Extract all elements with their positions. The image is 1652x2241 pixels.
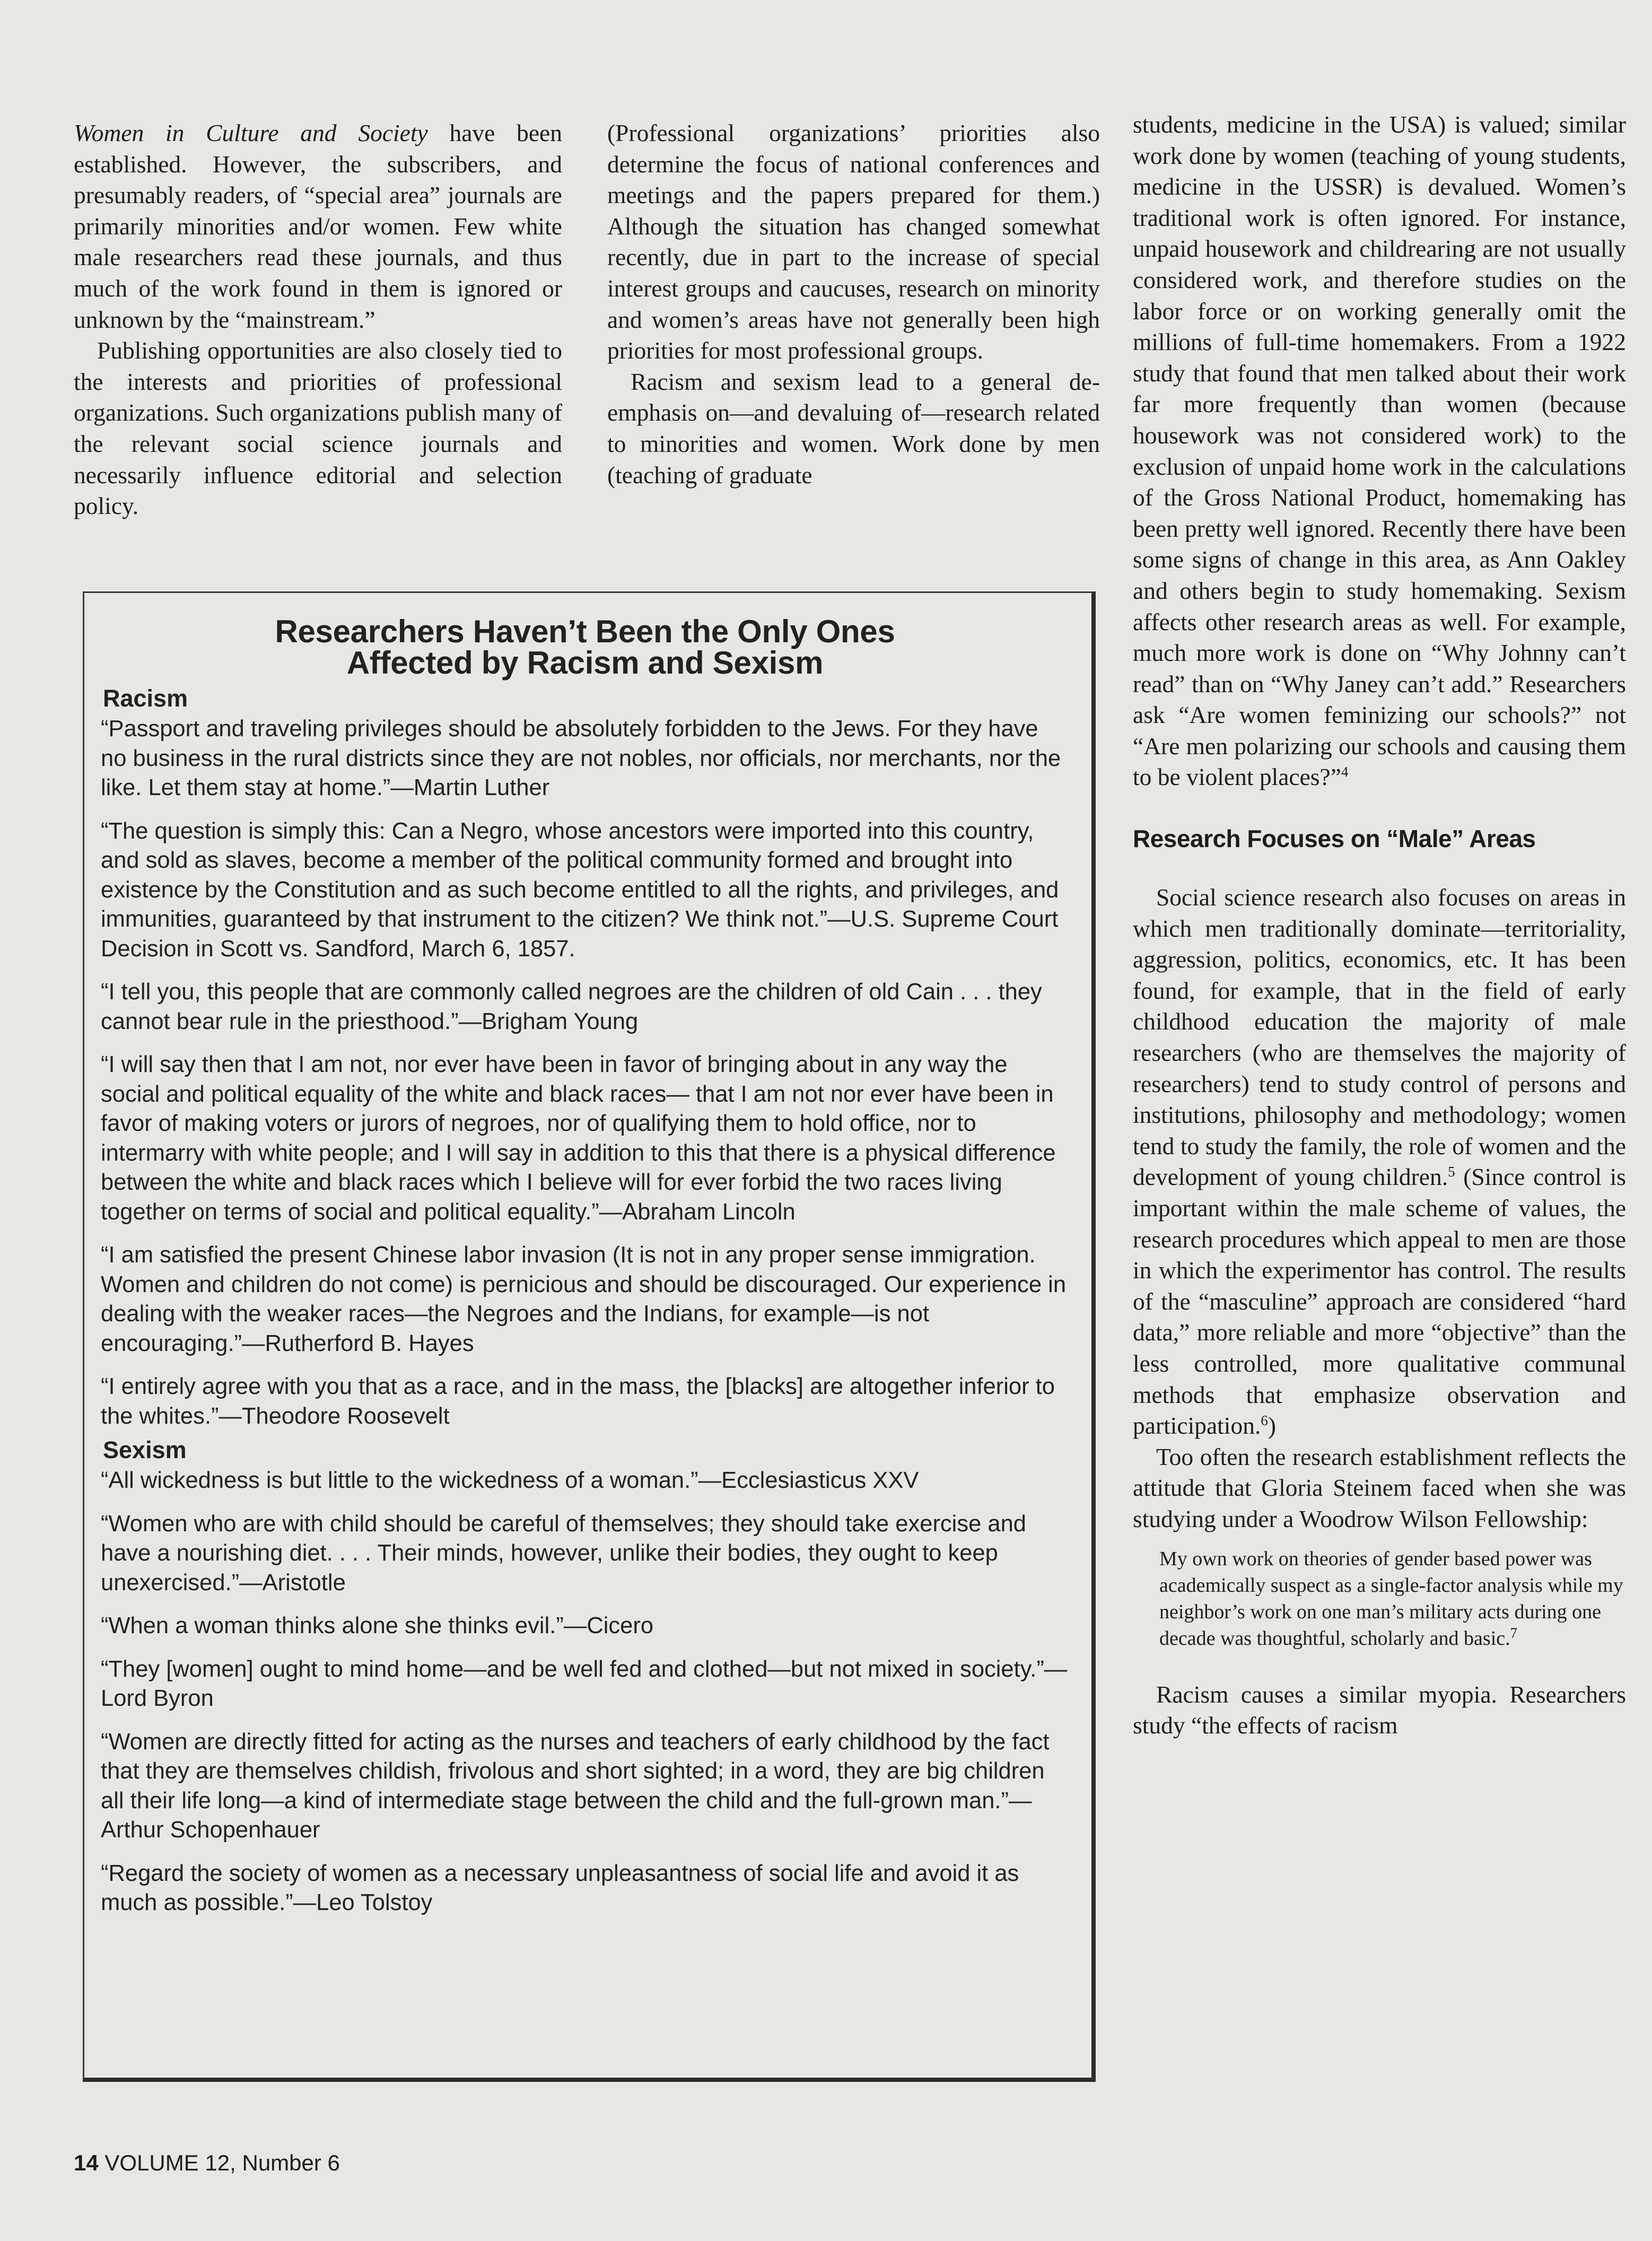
block-quote-text: My own work on theories of gender based power was academically suspect as a single-factor analysis while my neighbor’s work on one man’s military acts during one decade was thoughtful, scholarly and basic. <box>1159 1547 1623 1650</box>
footnote-marker: 7 <box>1510 1624 1518 1641</box>
paragraph-text: ) <box>1268 1412 1276 1440</box>
quote: “All wickedness is but little to the wickedness of a woman.”—Ecclesiasticus XXV <box>101 1468 919 1493</box>
quote: “They [women] ought to mind home—and be well fed and clothed—but not mixed in society.”—Lord Byron <box>101 1656 1068 1711</box>
quote: “The question is simply this: Can a Negro, whose ancestors were imported into this country, and sold as slaves, become a member of the political community formed and brought into existence by the Constitution and as such become entitled to all the rights, and privileges, and immunities, guaranteed by that instrument to the citizen? We think not.”—U.S. Supreme Court Decision in Scott vs. Sandford, March 6, 1857. <box>101 818 1059 962</box>
paragraph <box>74 118 562 335</box>
quote: “Women are directly fitted for acting as the nurses and teachers of early childhood by the fact that they are themselves childish, frivolous and short sighted; in a word, they are big children all their life long—a kind of intermediate stage between the child and the full-grown man.”—Arthur Schopenhauer <box>101 1729 1050 1843</box>
block-quote <box>1159 1546 1626 1652</box>
paragraph-text: Social science research also focuses on areas in which men traditionally dominate—territoriality, aggression, politics, economics, etc. It has been found, for example, that in the field of early childhood education the majority of male researchers (who are themselves the majority of researchers) tend to study control of persons and institutions, philosophy and methodology; women tend to study the family, the role of women and the development of young children. <box>1133 884 1626 1191</box>
sidebar-content <box>101 616 1069 1932</box>
quote: “Women who are with child should be careful of themselves; they should take exercise and have a nourishing diet. . . . Their minds, however, unlike their bodies, they ought to keep unexercised.”—Aristotle <box>101 1511 1026 1595</box>
journal-title: Women in Culture and Society <box>74 119 428 146</box>
paragraph: Too often the research establishment reflects the attitude that Gloria Steinem faced when she was studying under a Woodrow Wilson Fellowship: <box>1133 1443 1626 1532</box>
sidebar-title <box>101 614 1069 681</box>
column-1 <box>74 118 562 522</box>
page-number: 14 <box>74 2150 99 2175</box>
volume-info: VOLUME 12, Number 6 <box>104 2150 340 2175</box>
sexism-heading: Sexism <box>103 1436 187 1463</box>
sidebar-title-line: Affected by Racism and Sexism <box>346 645 824 681</box>
quote: “I entirely agree with you that as a race, and in the mass, the [blacks] are altogether inferior to the whites.”—Theodore Roosevelt <box>101 1374 1055 1429</box>
paragraph <box>1133 882 1626 1442</box>
section-heading: Research Focuses on “Male” Areas <box>1133 825 1536 853</box>
quote: “I am satisfied the present Chinese labor invasion (It is not in any proper sense immigration. Women and children do not come) is pernicious and should be discouraged. Our experience in dealing with the weaker races—the Negroes and the Indians, for example—is not encouraging.”—Rutherford B. Hayes <box>101 1242 1067 1356</box>
quote: “Passport and traveling privileges should be absolutely forbidden to the Jews. For they have no business in the rural districts since they are not nobles, nor officials, nor merchants, nor the like. Let them stay at home.”—Martin Luther <box>101 716 1061 800</box>
footnote-marker: 6 <box>1261 1412 1268 1428</box>
sidebar-title-line: Researchers Haven’t Been the Only Ones <box>275 614 895 649</box>
quote: “I will say then that I am not, nor ever have been in favor of bringing about in any way the social and political equality of the white and black races— that I am not nor ever have been in favor of making voters or jurors of negroes, nor of qualifying them to hold office, nor to intermarry with white people; and I will say in addition to this that there is a physical difference between the white and black races which I believe will for ever forbid the two races living together on terms of social and political equality.”—Abraham Lincoln <box>101 1052 1056 1225</box>
racism-heading: Racism <box>103 685 188 712</box>
footnote-marker: 5 <box>1448 1164 1455 1180</box>
column-3 <box>1133 109 1626 1741</box>
paragraph <box>1133 109 1626 793</box>
page-footer <box>74 2150 340 2176</box>
quote: “When a woman thinks alone she thinks evil.”—Cicero <box>101 1613 654 1638</box>
paragraph: Publishing opportunities are also closely tied to the interests and priorities of professional organizations. Such organizations publish many of the relevant social science journals and necessarily influence editorial and selection policy. <box>74 337 562 520</box>
paragraph-text: students, medicine in the USA) is valued; similar work done by women (teaching of young students, medicine in the USSR) is devalued. Women’s traditional work is often ignored. For instance, unpaid housework and childrearing are not usually considered work, and therefore studies on the labor force or on working generally omit the millions of full-time homemakers. From a 1922 study that found that men talked about their work far more frequently than women (because housework was not considered work) to the exclusion of unpaid home work in the calculations of the Gross National Product, homemaking has been pretty well ignored. Recently there have been some signs of change in this area, as Ann Oakley and others begin to study homemaking. Sexism affects other research areas as well. For example, much more work is done on “Why Johnny can’t read” than on “Why Janey can’t add.” Researchers ask “Are women feminizing our schools?” not “Are men polarizing our schools and causing them to be violent places?” <box>1133 111 1626 791</box>
paragraph: Racism causes a similar myopia. Researchers study “the effects of racism <box>1133 1680 1626 1739</box>
paragraph-text: (Since control is important within the male scheme of values, the research procedures which appeal to men are those in which the experimentor has control. The results of the “masculine” approach are considered “hard data,” more reliable and more “objective” than the less controlled, more qualitative communal methods that emphasize observation and participation. <box>1133 1163 1626 1440</box>
paragraph: (Professional organizations’ priorities also determine the focus of national conferences and meetings and the papers prepared for them.) Although the situation has changed somewhat recently, due in part to the increase of special interest groups and caucuses, research on minority and women’s areas have not generally been high priorities for most professional groups. <box>607 119 1100 364</box>
quote-sidebar-box <box>83 591 1096 2082</box>
footnote-marker: 4 <box>1341 764 1349 780</box>
paragraph: Racism and sexism lead to a general de-emphasis on—and devaluing of—research related to minorities and women. Work done by men (teaching of graduate <box>607 368 1100 489</box>
quote: “I tell you, this people that are commonly called negroes are the children of old Cain . . . they cannot bear rule in the priesthood.”—Brigham Young <box>101 979 1042 1034</box>
column-2 <box>607 118 1100 491</box>
paragraph-text: have been established. However, the subscribers, and presumably readers, of “special area” journals are primarily minorities and/or women. Few white male researchers read these journals, and thus much of the work found in them is ignored or unknown by the “mainstream.” <box>74 119 562 333</box>
quote: “Regard the society of women as a necessary unpleasantness of social life and avoid it as much as possible.”—Leo Tolstoy <box>101 1860 1019 1915</box>
